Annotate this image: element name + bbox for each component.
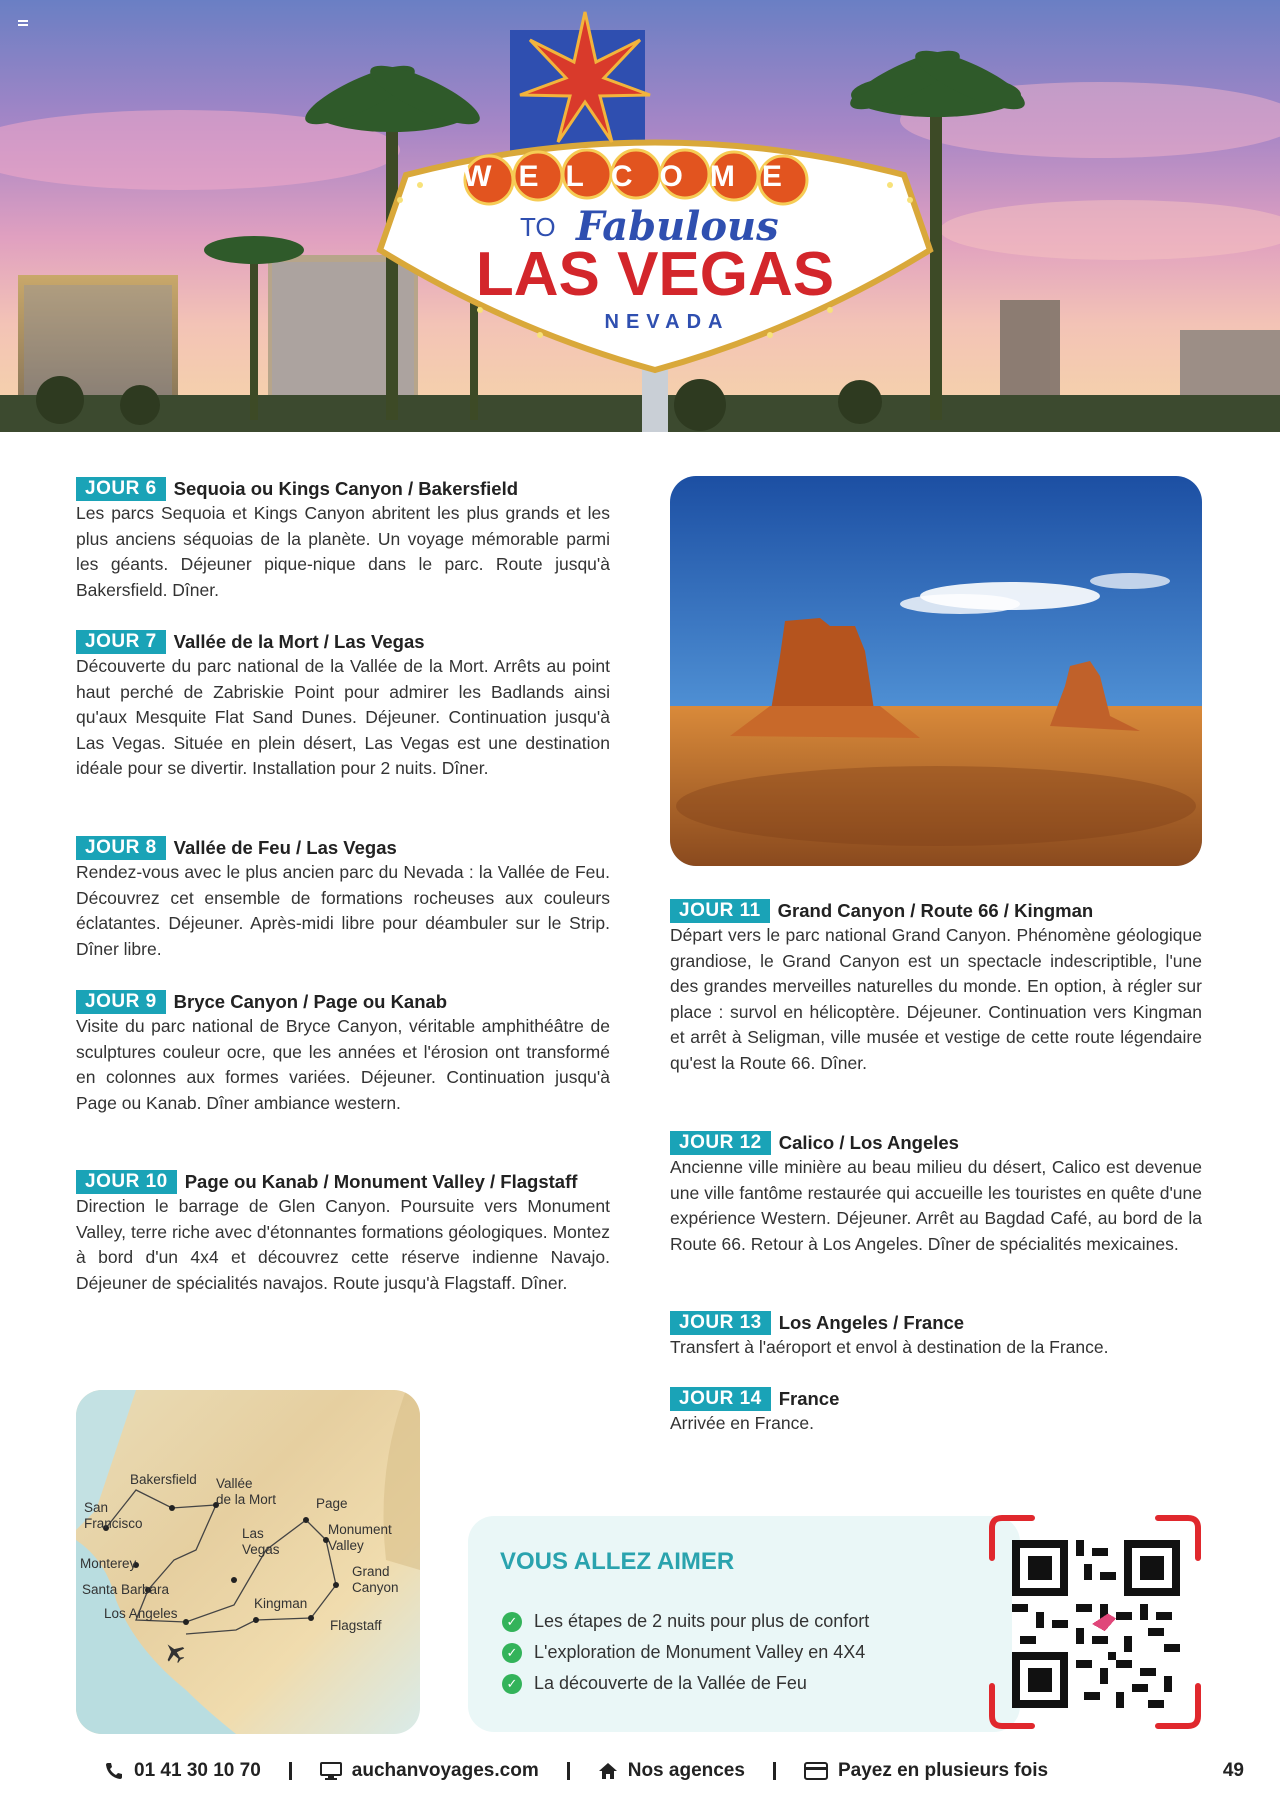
map-label-los-angeles: Los Angeles <box>104 1606 178 1621</box>
footer-website-link[interactable] <box>320 1760 539 1782</box>
footer-payment-link[interactable] <box>804 1760 1048 1782</box>
day-description: Ancienne ville minière au beau milieu du désert, Calico est devenue une ville fantôme restaurée qui accueille les touristes en quête d'une expérience Western. Déjeuner. Arrêt au Bagdad Café, au bord de la Route 66. Retour à Los Angeles. Dîner de spécialités mexicaines. <box>670 1157 1202 1254</box>
day-title: Vallée de la Mort / Las Vegas <box>173 630 425 652</box>
day-description: Rendez-vous avec le plus ancien parc du Nevada : la Vallée de Feu. Découvrez cet ensemble de formations rocheuses aux couleurs éclatantes. Déjeuner. Après-midi libre pour déambuler sur le Strip. Dîner libre. <box>76 862 610 959</box>
map-label-grand-canyon: Grand Canyon <box>352 1564 399 1595</box>
hero-image <box>0 0 1280 432</box>
map-label-san-francisco: San Francisco <box>84 1500 143 1531</box>
payment-text: Payez en plusieurs fois <box>837 1760 1049 1781</box>
day-description: Découverte du parc national de la Vallée de la Mort. Arrêts au point haut perché de Zabriskie Point pour admirer les Badlands ainsi qu'aux Mesquite Flat Sand Dunes. Déjeuner. Continuation jusqu'à Las Vegas. Située en plein désert, Las Vegas est une destination idéale pour se divertir. Installation pour 2 nuits. Dîner. <box>76 656 610 778</box>
highlight-text: L'exploration de Monument Valley en 4X4 <box>534 1642 866 1662</box>
card-icon <box>804 1762 828 1780</box>
day-badge: JOUR 11 <box>670 899 770 923</box>
day-block-13 <box>670 1310 1202 1361</box>
check-icon: ✓ <box>502 1612 522 1632</box>
divider <box>567 1762 570 1780</box>
phone-icon <box>104 1761 124 1781</box>
day-title: France <box>778 1387 840 1409</box>
menu-icon[interactable] <box>18 20 28 26</box>
map-label-las-vegas: Las Vegas <box>242 1526 280 1557</box>
day-title: Bryce Canyon / Page ou Kanab <box>173 990 448 1012</box>
home-icon <box>598 1761 618 1781</box>
sign-las-vegas-text: LAS VEGAS <box>475 240 835 309</box>
qr-code[interactable] <box>1012 1540 1180 1708</box>
day-badge: JOUR 9 <box>76 990 166 1014</box>
map-label-monument-valley: Monument Valley <box>328 1522 392 1553</box>
day-title: Grand Canyon / Route 66 / Kingman <box>777 899 1094 921</box>
day-description: Visite du parc national de Bryce Canyon, véritable amphithéâtre de sculptures couleur ocre, que les années et l'érosion ont transformé en colonnes aux formes variées. Déjeuner. Continuation jusqu'à Page ou Kanab. Dîner ambiance western. <box>76 1016 610 1113</box>
phone-number: 01 41 30 10 70 <box>134 1760 261 1781</box>
highlights-title: VOUS ALLEZ AIMER <box>500 1548 735 1575</box>
map-label-page: Page <box>316 1496 348 1511</box>
day-block-14 <box>670 1386 1202 1437</box>
day-block-12 <box>670 1130 1202 1257</box>
divider <box>289 1762 292 1780</box>
map-label-kingman: Kingman <box>254 1596 308 1611</box>
day-description: Arrivée en France. <box>670 1413 814 1433</box>
day-description: Direction le barrage de Glen Canyon. Poursuite vers Monument Valley, terre riche avec d'étonnantes formations géologiques. Montez à bord d'un 4x4 et découvrez cette réserve indienne Navajo. Déjeuner de spécialités navajos. Route jusqu'à Flagstaff. Dîner. <box>76 1196 610 1293</box>
day-title: Los Angeles / France <box>778 1311 965 1333</box>
day-block-8 <box>76 835 610 962</box>
footer-agencies-link[interactable] <box>598 1760 745 1782</box>
check-icon: ✓ <box>502 1643 522 1663</box>
monitor-icon <box>320 1761 342 1781</box>
day-title: Sequoia ou Kings Canyon / Bakersfield <box>173 477 519 499</box>
sign-to-text: TO <box>520 212 556 242</box>
day-block-11 <box>670 898 1202 1076</box>
list-item <box>502 1637 869 1668</box>
map-label-vallee-de-la-mort: Vallée de la Mort <box>216 1476 277 1507</box>
website-text: auchanvoyages.com <box>351 1760 539 1781</box>
highlight-text: La découverte de la Vallée de Feu <box>534 1673 807 1693</box>
day-block-9 <box>76 989 610 1116</box>
day-block-6 <box>76 476 610 603</box>
day-block-7 <box>76 629 610 782</box>
list-item <box>502 1606 869 1637</box>
day-description: Les parcs Sequoia et Kings Canyon abritent les plus grands et les plus anciens séquoias de la planète. Un voyage mémorable parmi les géants. Déjeuner pique-nique dans le parc. Route jusqu'à Bakersfield. Dîner. <box>76 503 610 600</box>
agencies-text: Nos agences <box>627 1760 745 1781</box>
sign-fabulous-text: Fabulous <box>576 203 779 250</box>
day-description: Départ vers le parc national Grand Canyon. Phénomène géologique grandiose, le Grand Canyon est un spectacle indescriptible, l'une des grandes merveilles naturelles du monde. En option, à régler sur place : survol en hélicoptère. Déjeuner. Continuation vers Kingman et arrêt à Seligman, ville musée et vestige de cette route légendaire qu'est la Route 66. Dîner. <box>670 925 1202 1073</box>
day-badge: JOUR 12 <box>670 1131 771 1155</box>
divider <box>773 1762 776 1780</box>
day-title: Vallée de Feu / Las Vegas <box>173 836 397 858</box>
itinerary-map <box>76 1390 420 1734</box>
sign-welcome-text: WELCOME <box>463 160 809 193</box>
check-icon: ✓ <box>502 1674 522 1694</box>
day-description: Transfert à l'aéroport et envol à destination de la France. <box>670 1337 1109 1357</box>
map-label-flagstaff: Flagstaff <box>330 1618 382 1633</box>
day-badge: JOUR 13 <box>670 1311 771 1335</box>
page-number: 49 <box>1222 1760 1244 1781</box>
day-badge: JOUR 6 <box>76 477 166 501</box>
sign-nevada-text: NEVADA <box>604 311 730 333</box>
day-badge: JOUR 14 <box>670 1387 771 1411</box>
day-badge: JOUR 7 <box>76 630 166 654</box>
map-label-monterey: Monterey <box>80 1556 137 1571</box>
map-label-bakersfield: Bakersfield <box>130 1472 197 1487</box>
footer-phone[interactable] <box>104 1760 261 1782</box>
day-title: Calico / Los Angeles <box>778 1131 959 1153</box>
day-title: Page ou Kanab / Monument Valley / Flagstaff <box>184 1170 578 1192</box>
day-badge: JOUR 8 <box>76 836 166 860</box>
las-vegas-sign-illustration <box>0 0 1280 432</box>
highlight-text: Les étapes de 2 nuits pour plus de confort <box>534 1611 870 1631</box>
monument-valley-photo <box>670 476 1202 866</box>
footer-bar <box>104 1756 1244 1786</box>
highlights-list <box>502 1606 869 1699</box>
map-label-santa-barbara: Santa Barbara <box>82 1582 170 1597</box>
day-badge: JOUR 10 <box>76 1170 177 1194</box>
day-block-10 <box>76 1169 610 1296</box>
plane-icon <box>160 1638 189 1667</box>
highlights-box <box>468 1516 1020 1732</box>
list-item <box>502 1668 869 1699</box>
